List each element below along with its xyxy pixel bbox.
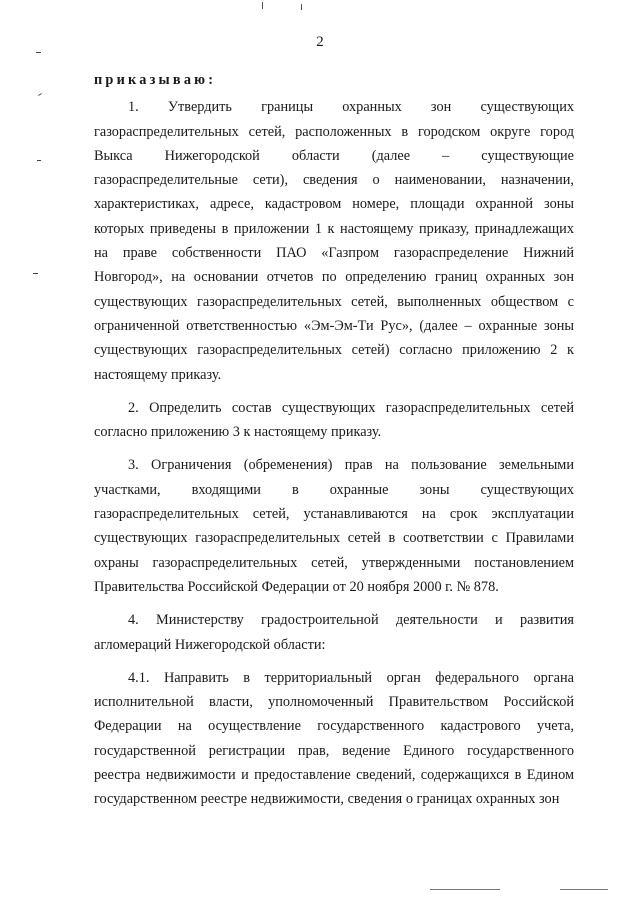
paragraph-3: 3. Ограничения (обременения) прав на пользование земельными участками, входящими в охранные зоны существующих газораспределительных сетей, устанавливаются на срок эксплуатации существующих газораспределительных сетей в соответствии с Правилами охраны газораспределительных сетей, утвержденными постановлением Правительства Российской Федерации от 20 ноября 2000 г. № 878. xyxy=(94,457,574,595)
scan-mark xyxy=(301,4,302,10)
scan-edge-line xyxy=(560,889,608,890)
scan-edge-line xyxy=(430,889,500,890)
scan-mark xyxy=(37,160,41,161)
scan-mark xyxy=(36,52,41,53)
scan-mark xyxy=(38,93,42,96)
paragraph-4-1: 4.1. Направить в территориальный орган федерального органа исполнительной власти, уполномоченный Правительством Российской Федерации на осуществление государственного кадастрового учета, государственной регистрации прав, ведение Единого государственного реестра недвижимости и предоставление сведений, содержащихся в Едином государственном реестре недвижимости, сведения о границах охранных зон xyxy=(94,669,574,808)
document-body xyxy=(94,68,574,812)
paragraph-2: 2. Определить состав существующих газораспределительных сетей согласно приложению 3 к настоящему приказу. xyxy=(94,399,574,441)
paragraph-1: 1. Утвердить границы охранных зон существующих газораспределительных сетей, расположенных в городском округе город Выкса Нижегородской области (далее – существующие газораспределительные сети), сведения о наименовании, назначении, характеристиках, адресе, кадастровом номере, площади охранной зоны которых приведены в приложении 1 к настоящему приказу, принадлежащих на праве собственности ПАО «Газпром газораспределение Нижний Новгород», на основании отчетов по определению границ охранных зон существующих газораспределительных сетей, выполненных обществом с ограниченной ответственностью «Эм-Эм-Ти Рус», (далее – охранные зоны существующих газораспределительных сетей) согласно приложению 2 к настоящему приказу. xyxy=(94,99,574,383)
page-number: 2 xyxy=(316,34,324,50)
order-heading: приказываю: xyxy=(94,72,217,88)
scan-mark xyxy=(33,273,38,274)
scan-mark xyxy=(262,2,263,9)
paragraph-4: 4. Министерству градостроительной деятельности и развития агломераций Нижегородской области: xyxy=(94,612,574,653)
